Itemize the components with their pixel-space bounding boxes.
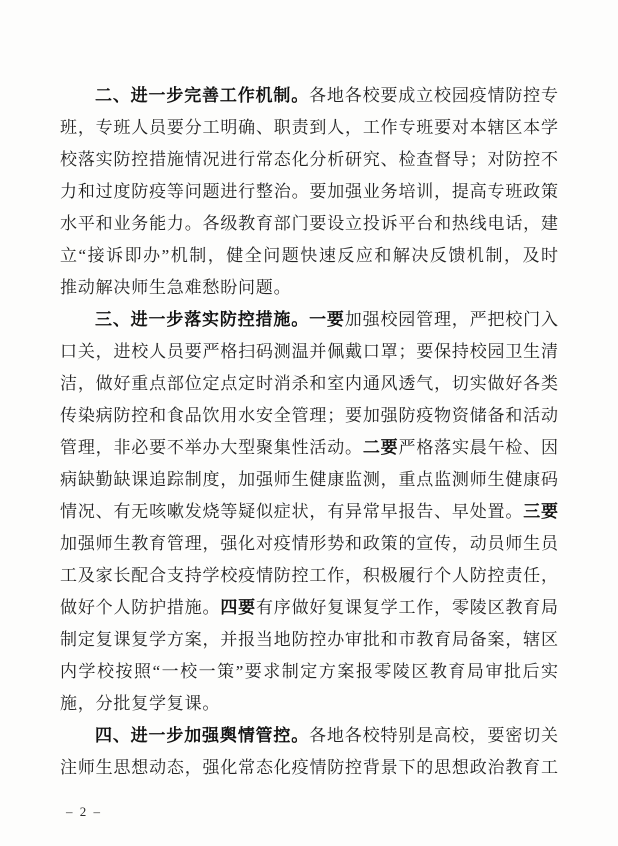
paragraph (60, 720, 558, 784)
text-line (60, 240, 558, 272)
text-segment: 洁，做好重点部位定点定时消杀和室内通风透气，切实做好各类 (60, 374, 558, 393)
page-number-label: – 2 – (66, 804, 102, 819)
text-segment: 注师生思想动态，强化常态化疫情防控背景下的思想政治教育工 (60, 758, 558, 777)
text-segment: 有序做好复课复学工作，零陵区教育局 (255, 598, 559, 617)
text-line (60, 720, 558, 752)
text-line (60, 400, 558, 432)
text-segment: 内学校按照“一校一策”要求制定方案报零陵区教育局审批后实 (60, 662, 558, 681)
text-segment: 力和过度防疫等问题进行整治。要加强业务培训，提高专班政策 (60, 182, 558, 201)
text-line (60, 464, 558, 496)
text-segment: 做好个人防护措施。 (60, 598, 221, 617)
document-body (60, 80, 558, 784)
text-segment: 加强师生教育管理，强化对疫情形势和政策的宣传，动员师生员 (60, 534, 558, 553)
text-segment: 班，专班人员要分工明确、职责到人，工作专班要对本辖区本学 (60, 118, 558, 137)
text-segment: 管理，非必要不举办大型聚集性活动。 (60, 438, 363, 457)
page-footer (66, 804, 102, 820)
bold-text-segment: 三要 (523, 502, 559, 521)
text-line (60, 560, 558, 592)
text-line (60, 208, 558, 240)
text-line (60, 336, 558, 368)
text-segment: 病缺勤缺课追踪制度，加强师生健康监测，重点监测师生健康码 (60, 470, 558, 489)
text-segment: 口关，进校人员要严格扫码测温并佩戴口罩；要保持校园卫生清 (60, 342, 558, 361)
text-line (60, 272, 558, 304)
text-line (60, 304, 558, 336)
text-segment: 推动解决师生急难愁盼问题。 (60, 278, 292, 297)
text-segment: 各地各校特别是高校，要密切关 (309, 726, 559, 745)
text-line (60, 432, 558, 464)
text-segment: 严格落实晨午检、因 (398, 438, 559, 457)
text-line (60, 592, 558, 624)
text-segment: 水平和业务能力。各级教育部门要设立投诉平台和热线电话，建 (60, 214, 558, 233)
text-segment: 传染病防控和食品饮用水安全管理；要加强防疫物资储备和活动 (60, 406, 558, 425)
text-line (60, 624, 558, 656)
text-segment: 工及家长配合支持学校疫情防控工作，积极履行个人防控责任， (60, 566, 558, 585)
text-segment: 立“接诉即办”机制，健全问题快速反应和解决反馈机制，及时 (60, 246, 558, 265)
text-line (60, 656, 558, 688)
bold-text-segment: 二要 (362, 438, 399, 457)
bold-text-segment: 三、进一步落实防控措施。一要 (95, 310, 345, 329)
text-segment: 情况、有无咳嗽发烧等疑似症状，有异常早报告、早处置。 (60, 502, 524, 521)
bold-text-segment: 二、进一步完善工作机制。 (95, 86, 310, 105)
text-line (60, 528, 558, 560)
bold-text-segment: 四要 (220, 598, 256, 617)
text-line (60, 752, 558, 784)
text-line (60, 176, 558, 208)
bold-text-segment: 四、进一步加强舆情管控。 (95, 726, 310, 745)
text-segment: 各地各校要成立校园疫情防控专 (309, 86, 559, 105)
text-line (60, 144, 558, 176)
text-line (60, 112, 558, 144)
text-line (60, 688, 558, 720)
text-line (60, 80, 558, 112)
text-segment: 加强校园管理，严把校门入 (344, 310, 559, 329)
paragraph (60, 304, 558, 720)
text-segment: 施，分批复学复课。 (60, 694, 221, 713)
text-segment: 制定复课复学方案，并报当地防控办审批和市教育局备案，辖区 (60, 630, 558, 649)
paragraph (60, 80, 558, 304)
text-segment: 校落实防控措施情况进行常态化分析研究、检查督导；对防控不 (60, 150, 558, 169)
text-line (60, 496, 558, 528)
text-line (60, 368, 558, 400)
